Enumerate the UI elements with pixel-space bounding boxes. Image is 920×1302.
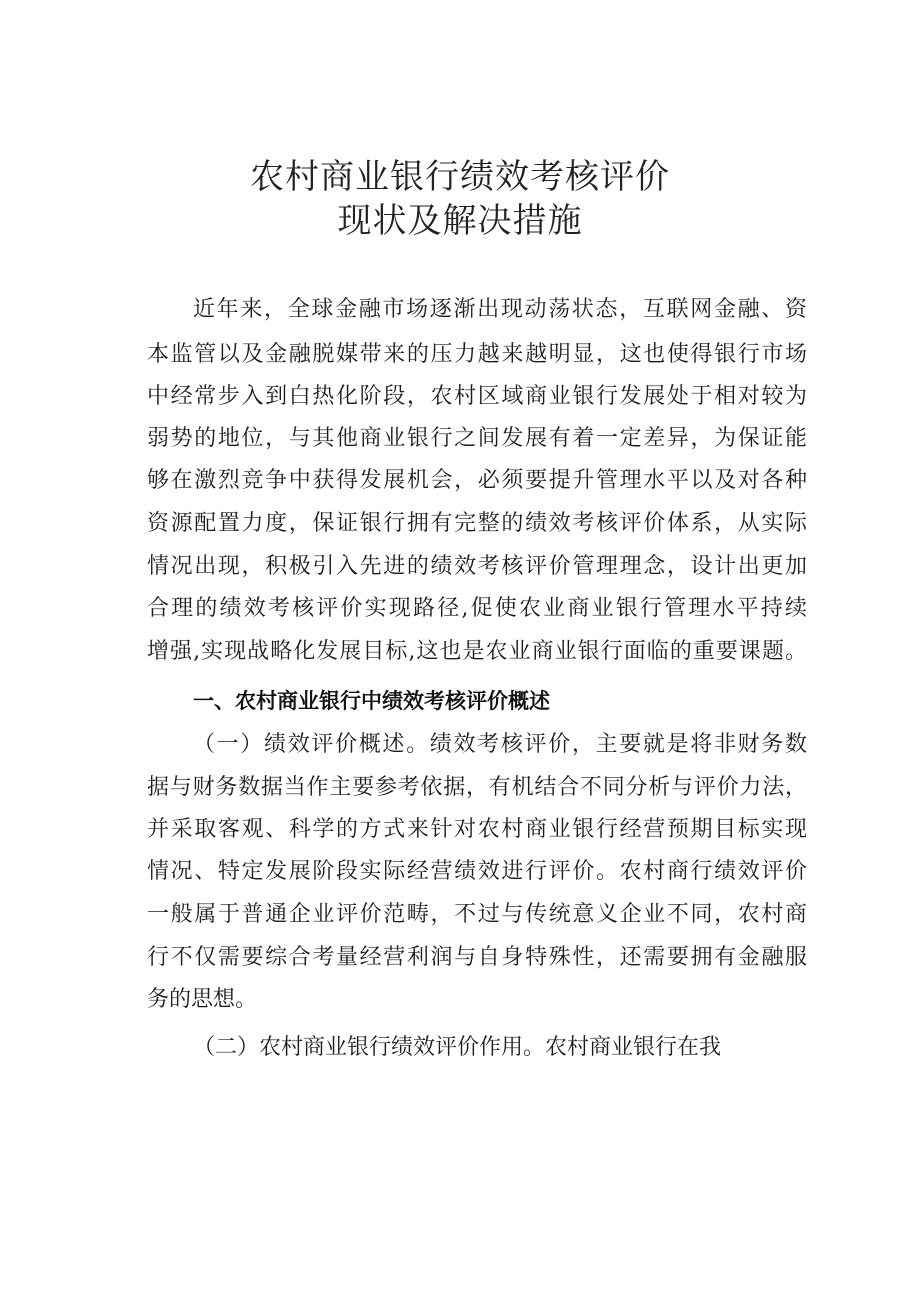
subsection-paragraph-line: 并采取客观、科学的方式来针对农村商业银行经营预期目标实现 xyxy=(147,817,807,842)
subsection-paragraph-line: 据与财务数据当作主要参考依据，有机结合不同分析与评价力法， xyxy=(147,775,807,800)
document-title-line1: 农村商业银行绩效考核评价 xyxy=(250,157,670,197)
intro-paragraph-line: 情况出现，积极引入先进的绩效考核评价管理理念，设计出更加 xyxy=(147,554,807,579)
subsection-paragraph-line: （二）农村商业银行绩效评价作用。农村商业银行在我 xyxy=(193,1035,722,1060)
intro-paragraph-line: 近年来，全球金融市场逐渐出现动荡状态，互联网金融、资 xyxy=(193,297,807,322)
subsection-paragraph-line: 一般属于普通企业评价范畴，不过与传统意义企业不同，农村商 xyxy=(147,902,807,927)
section-heading: 一、农村商业银行中绩效考核评价概述 xyxy=(193,689,550,713)
intro-paragraph-line: 合理的绩效考核评价实现路径,促使农业商业银行管理水平持续 xyxy=(147,596,807,621)
intro-paragraph-line: 弱势的地位，与其他商业银行之间发展有着一定差异，为保证能 xyxy=(147,426,807,451)
subsection-paragraph-line: 情况、特定发展阶段实际经营绩效进行评价。农村商行绩效评价 xyxy=(147,859,807,884)
intro-paragraph-line: 中经常步入到白热化阶段，农村区域商业银行发展处于相对较为 xyxy=(147,384,807,409)
document-title-line2: 现状及解决措施 xyxy=(337,201,583,241)
subsection-paragraph-line: 行不仅需要综合考量经营利润与自身特殊性，还需要拥有金融服 xyxy=(147,945,807,970)
intro-paragraph-line: 够在激烈竞争中获得发展机会，必须要提升管理水平以及对各种 xyxy=(147,468,807,493)
subsection-paragraph-line: 务的思想。 xyxy=(147,987,258,1012)
subsection-paragraph-line: （一）绩效评价概述。绩效考核评价，主要就是将非财务数 xyxy=(193,732,807,757)
intro-paragraph-line: 本监管以及金融脱媒带来的压力越来越明显，这也使得银行市场 xyxy=(147,342,807,367)
intro-paragraph-line: 资源配置力度，保证银行拥有完整的绩效考核评价体系，从实际 xyxy=(147,511,807,536)
intro-paragraph-line: 增强,实现战略化发展目标,这也是农业商业银行面临的重要课题。 xyxy=(147,639,807,664)
